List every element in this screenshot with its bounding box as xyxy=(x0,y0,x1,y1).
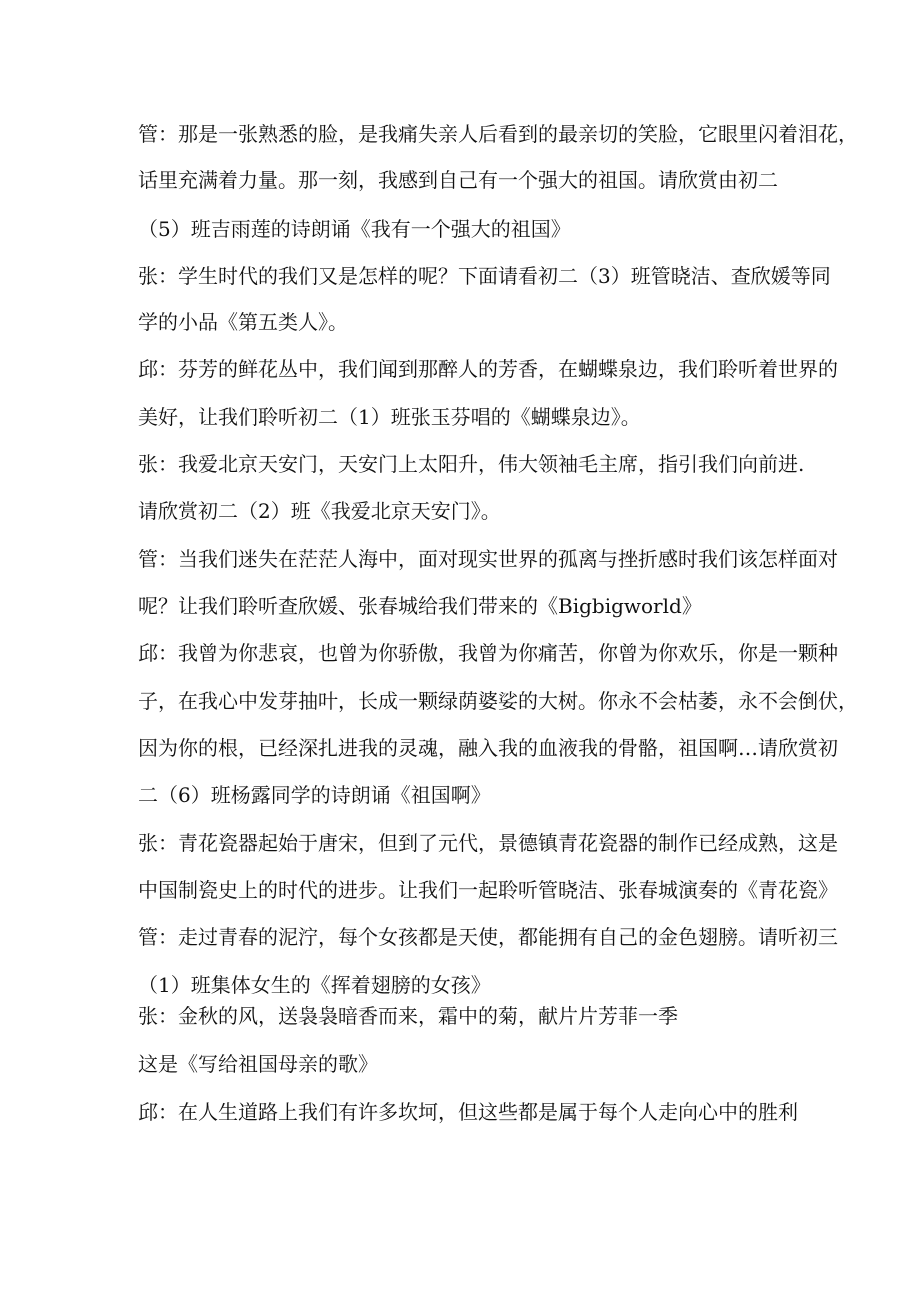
text-line: 子，在我心中发芽抽叶，长成一颗绿荫婆娑的大树。你永不会枯萎，永不会倒伏， xyxy=(138,689,858,713)
text-line: 张：青花瓷器起始于唐宋，但到了元代，景德镇青花瓷器的制作已经成熟，这是 xyxy=(138,831,838,855)
text-line: 因为你的根，已经深扎进我的灵魂，融入我的血液我的骨骼，祖国啊…请欣赏初 xyxy=(138,736,838,760)
text-line: 话里充满着力量。那一刻，我感到自己有一个强大的祖国。请欣赏由初二 xyxy=(138,168,778,192)
text-line: （5）班吉雨莲的诗朗诵《我有一个强大的祖国》 xyxy=(138,217,571,241)
text-line: 邱：芬芳的鲜花丛中，我们闻到那醉人的芳香，在蝴蝶泉边，我们聆听着世界的 xyxy=(138,357,838,381)
text-line: 张：我爱北京天安门，天安门上太阳升，伟大领袖毛主席，指引我们向前进. xyxy=(138,452,805,476)
text-line: 邱：我曾为你悲哀，也曾为你骄傲，我曾为你痛苦，你曾为你欢乐，你是一颗种 xyxy=(138,641,838,665)
text-line: 学的小品《第五类人》。 xyxy=(138,310,348,334)
text-line: 管：当我们迷失在茫茫人海中，面对现实世界的孤离与挫折感时我们该怎样面对 xyxy=(138,547,838,571)
text-line: 美好，让我们聆听初二（1）班张玉芬唱的《蝴蝶泉边》。 xyxy=(138,405,641,429)
text-line: 管：走过青春的泥泞，每个女孩都是天使，都能拥有自己的金色翅膀。请听初三 xyxy=(138,925,838,949)
text-line: 中国制瓷史上的时代的进步。让我们一起聆听管晓洁、张春城演奏的《青花瓷》 xyxy=(138,878,838,902)
text-line: 张：金秋的风，送袅袅暗香而来，霜中的菊，献片片芳菲一季 xyxy=(138,1004,678,1028)
text-line: 张：学生时代的我们又是怎样的呢？下面请看初二（3）班管晓洁、查欣媛等同 xyxy=(138,264,831,288)
text-line: 邱：在人生道路上我们有许多坎坷，但这些都是属于每个人走向心中的胜利 xyxy=(138,1100,798,1124)
text-line: （1）班集体女生的《挥着翅膀的女孩》 xyxy=(138,973,491,997)
text-line: 二（6）班杨露同学的诗朗诵《祖国啊》 xyxy=(138,783,491,807)
text-line: 请欣赏初二（2）班《我爱北京天安门》。 xyxy=(138,499,501,523)
text-line: 呢？让我们聆听查欣媛、张春城给我们带来的《Bigbigworld》 xyxy=(138,594,702,618)
text-line: 管：那是一张熟悉的脸，是我痛失亲人后看到的最亲切的笑脸，它眼里闪着泪花， xyxy=(138,122,858,146)
text-line: 这是《写给祖国母亲的歌》 xyxy=(138,1052,378,1076)
